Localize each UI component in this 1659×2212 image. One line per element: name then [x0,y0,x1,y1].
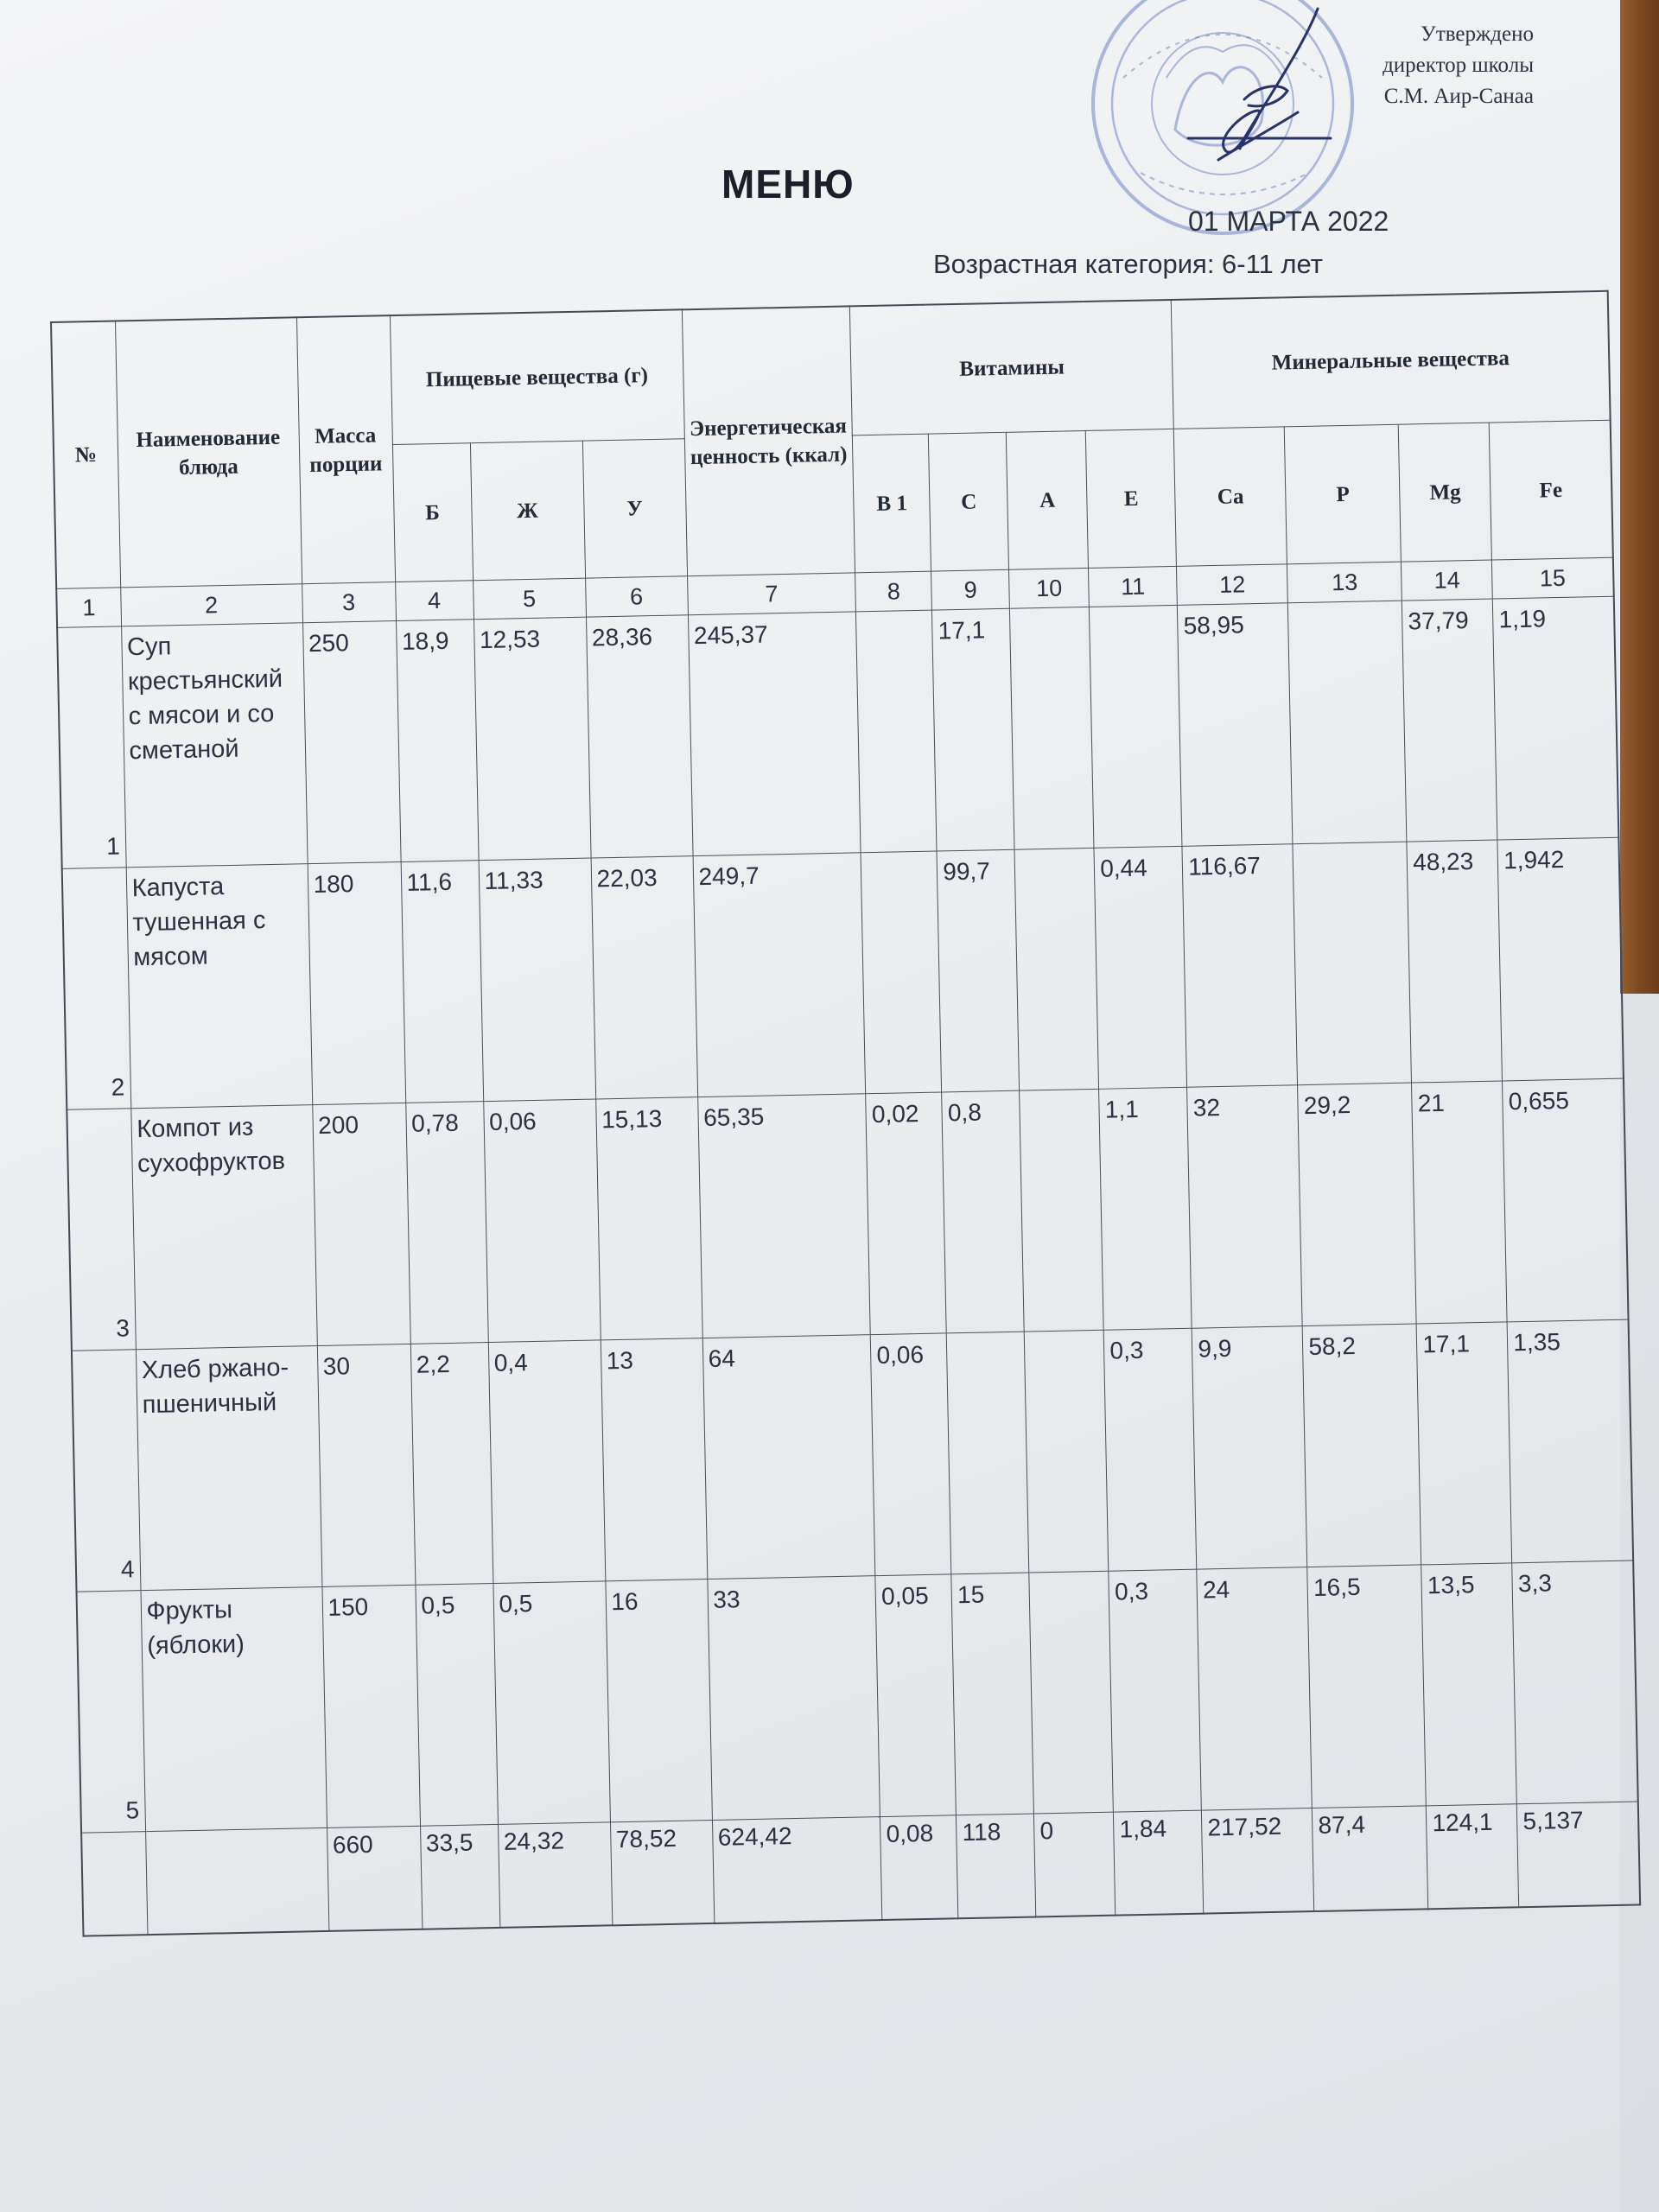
cell-energy: 249,7 [693,853,866,1097]
col-number: 9 [931,569,1010,610]
cell-vit-e [1090,605,1183,848]
cell-vit-b1 [856,610,938,853]
col-number: 12 [1177,564,1288,606]
col-header-b1: B 1 [853,434,931,573]
cell-fat: 12,53 [474,617,591,861]
cell-p: 29,2 [1298,1083,1417,1326]
page-title: МЕНЮ [721,162,855,207]
col-number: 15 [1492,557,1614,599]
col-number: 1 [56,588,121,627]
dish-name: Фрукты (яблоки) [140,1586,327,1831]
cell-vit-a [1014,848,1099,1090]
table-row [67,1078,1628,1351]
col-header-fe: Fe [1489,420,1612,560]
table-row [72,1319,1633,1592]
cell-fat: 0,06 [483,1099,601,1343]
approval-block [1335,19,1534,112]
row-index: 3 [67,1109,136,1351]
cell-vit-e: 0,3 [1109,1569,1202,1812]
cell-fe: 1,19 [1493,596,1619,840]
cell-vit-b1: 0,05 [875,1574,957,1817]
total-protein: 33,5 [420,1824,499,1929]
col-number: 2 [120,584,302,626]
cell-protein: 0,78 [405,1102,488,1344]
col-number: 14 [1402,560,1493,601]
cell-protein: 11,6 [401,861,484,1103]
total-mass: 660 [327,1826,422,1931]
cell-vit-e: 1,1 [1099,1087,1192,1330]
cell-mass: 150 [321,1585,420,1827]
cell-fe: 0,655 [1503,1078,1629,1322]
total-fe: 5,137 [1517,1802,1640,1907]
cell-ca: 116,67 [1182,844,1298,1088]
cell-energy: 245,37 [688,612,861,856]
cell-p: 58,2 [1302,1324,1421,1567]
cell-mg: 48,23 [1407,840,1503,1083]
total-vit-c: 118 [957,1814,1036,1918]
col-header-energy: Энергетическая ценность (ккал) [682,306,855,575]
col-number: 10 [1009,568,1090,608]
table-row [57,596,1618,868]
cell-fe: 1,942 [1497,837,1624,1081]
cell-vit-a [1025,1330,1109,1573]
col-number: 8 [855,571,932,612]
cell-carbs: 22,03 [591,856,698,1099]
total-energy: 624,42 [712,1817,882,1923]
cell-carbs: 13 [601,1338,708,1581]
cell-vit-c [947,1332,1030,1574]
cell-vit-b1 [861,851,942,1094]
total-vit-e: 1,84 [1114,1810,1204,1916]
cell-vit-e: 0,3 [1103,1328,1197,1571]
cell-p [1293,842,1412,1085]
cell-ca: 9,9 [1192,1326,1307,1570]
total-mg: 124,1 [1427,1804,1519,1910]
cell-mass: 200 [312,1103,410,1345]
cell-mg: 13,5 [1421,1563,1517,1806]
col-header-minerals: Минеральные вещества [1172,291,1611,429]
cell-vit-c: 17,1 [932,608,1015,851]
cell-mass: 250 [302,621,401,864]
col-number: 6 [585,576,688,617]
cell-energy: 65,35 [697,1094,870,1338]
cell-fat: 0,5 [493,1581,610,1825]
col-header-vitamins: Витамины [850,300,1174,435]
cell-mg: 21 [1412,1081,1508,1324]
cell-ca: 58,95 [1178,603,1294,847]
cell-vit-a [1029,1571,1114,1814]
approval-line-2: директор школы [1382,54,1534,77]
col-header-mg: Mg [1399,423,1492,562]
total-p: 87,4 [1313,1806,1428,1911]
dish-name: Суп крестьянский с мясои и со сметаной [121,623,308,868]
row-index: 2 [62,868,131,1109]
total-vit-a: 0 [1034,1812,1116,1916]
cell-vit-b1: 0,06 [871,1333,952,1576]
menu-date: 01 МАРТА 2022 [1188,206,1389,237]
cell-energy: 64 [702,1335,875,1580]
col-number: 5 [473,578,586,620]
cell-energy: 33 [707,1576,880,1821]
col-number: 11 [1089,566,1178,607]
row-index: 4 [72,1350,141,1592]
col-header-c: C [929,432,1009,571]
cell-fe: 3,3 [1512,1560,1638,1804]
col-header-zh: Ж [470,441,585,581]
cell-vit-a [1010,607,1095,849]
col-number: 4 [395,581,474,621]
col-header-name: Наименование блюда [115,317,302,588]
cell-fat: 11,33 [479,858,596,1102]
cell-p [1288,601,1408,844]
table-row [77,1560,1638,1833]
col-header-e: E [1086,429,1177,568]
cell-protein: 0,5 [415,1584,498,1827]
col-number: 13 [1287,562,1402,603]
cell-vit-c: 99,7 [937,849,1020,1092]
age-category: Возрастная категория: 6-11 лет [933,249,1323,279]
dish-name: Компот из сухофруктов [130,1105,317,1350]
cell-vit-b1: 0,02 [866,1092,947,1335]
cell-mass: 180 [308,861,406,1104]
menu-table [50,290,1641,1937]
total-name [145,1827,328,1935]
cell-fe: 1,35 [1507,1319,1633,1563]
table-row [62,837,1624,1109]
cell-vit-c: 0,8 [942,1090,1025,1333]
cell-ca: 24 [1197,1567,1313,1811]
dish-name: Хлеб ржано-пшеничный [136,1346,322,1591]
approval-line-1: Утверждено [1421,22,1534,46]
menu-table-wrapper [50,290,1641,1937]
col-number: 7 [687,573,856,615]
cell-mg: 17,1 [1416,1322,1512,1565]
cell-fat: 0,4 [488,1340,606,1584]
cell-ca: 32 [1187,1085,1303,1329]
col-header-nutrients: Пищевые вещества (г) [390,309,684,444]
col-number: 3 [302,582,396,623]
cell-carbs: 16 [605,1580,712,1822]
cell-mg: 37,79 [1402,599,1498,842]
cell-vit-e: 0,44 [1094,846,1187,1089]
table-body [57,596,1637,1833]
cell-p: 16,5 [1307,1565,1427,1808]
cell-carbs: 15,13 [595,1097,702,1340]
row-index: 5 [77,1591,146,1833]
cell-protein: 18,9 [396,620,479,862]
col-header-num: № [51,321,120,588]
total-vit-b1: 0,08 [880,1815,958,1920]
cell-mass: 30 [317,1344,416,1586]
cell-protein: 2,2 [410,1343,493,1586]
approval-line-3: С.М. Аир-Санаа [1383,85,1534,108]
total-fat: 24,32 [498,1822,612,1928]
cell-vit-c: 15 [951,1573,1034,1815]
total-idx [81,1832,147,1936]
dish-name: Капуста тушенная с мясом [126,864,313,1109]
total-ca: 217,52 [1202,1808,1314,1914]
col-header-a: A [1007,430,1089,569]
col-header-ca: Ca [1174,427,1287,567]
cell-vit-a [1020,1089,1104,1332]
col-header-b: Б [392,443,473,582]
row-index: 1 [57,626,126,868]
cell-carbs: 28,36 [586,615,693,858]
col-header-u: У [582,439,687,578]
total-carbs: 78,52 [610,1820,714,1925]
col-header-mass: Масса порции [296,315,395,584]
col-header-p: P [1285,424,1402,564]
